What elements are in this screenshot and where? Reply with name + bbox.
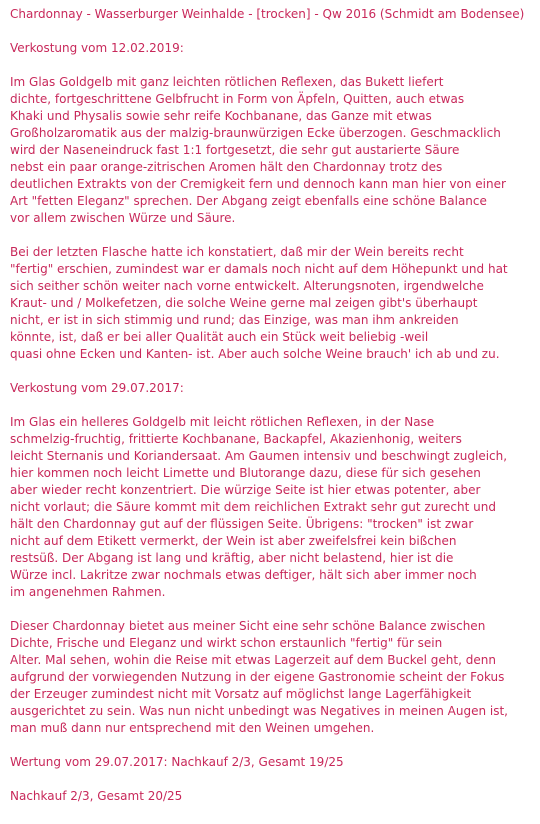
text-line: Alter. Mal sehen, wohin die Reise mit etwas Lagerzeit auf dem Buckel geht, denn: [10, 653, 496, 667]
tasting-paragraph: [10, 244, 532, 363]
text-line: nebst ein paar orange-zitrischen Aromen hält den Chardonnay trotz des: [10, 160, 443, 174]
text-line: hier kommen noch leicht Limette und Blutorange dazu, diese für sich gesehen: [10, 466, 481, 480]
text-line: nicht auf dem Etikett vermerkt, der Wein ist aber zweifelsfrei kein bißchen: [10, 534, 457, 548]
text-line: Großholzaromatik aus der malzig-braunwürzigen Ecke überzogen. Geschmacklich: [10, 126, 501, 140]
tasting-paragraph: [10, 74, 532, 227]
text-line: Bei der letzten Flasche hatte ich konstatiert, daß mir der Wein bereits recht: [10, 245, 464, 259]
text-line: Würze incl. Lakritze zwar nochmals etwas deftiger, hält sich aber immer noch: [10, 568, 477, 582]
text-line: Khaki und Physalis sowie sehr reife Kochbanane, das Ganze mit etwas: [10, 109, 432, 123]
text-line: "fertig" erschien, zumindest war er damals noch nicht auf dem Höhepunkt und hat: [10, 262, 508, 276]
text-line: quasi ohne Ecken und Kanten- ist. Aber auch solche Weine brauch' ich ab und zu.: [10, 347, 500, 361]
text-line: Kraut- und / Molkefetzen, die solche Weine gerne mal zeigen gibt's überhaupt: [10, 296, 478, 310]
text-line: hält den Chardonnay gut auf der flüssigen Seite. Übrigens: "trocken" ist zwar: [10, 517, 474, 531]
text-line: aufgrund der vorwiegenden Nutzung in der eigene Gastronomie scheint der Fokus: [10, 670, 505, 684]
text-line: aber wieder recht konzentriert. Die würzige Seite ist hier etwas potenter, aber: [10, 483, 481, 497]
text-line: der Erzeuger zumindest nicht mit Vorsatz auf möglichst lange Lagerfähigkeit: [10, 687, 472, 701]
text-line: leicht Sternanis und Koriandersaat. Am Gaumen intensiv und beschwingt zugleich,: [10, 449, 508, 463]
text-line: deutlichen Extrakts von der Cremigkeit fern und dennoch kann man hier von einer: [10, 177, 506, 191]
tasting-date-heading: Verkostung vom 12.02.2019:: [10, 41, 184, 55]
text-line: vor allem zwischen Würze und Säure.: [10, 211, 236, 225]
text-line: man muß dann nur entsprechend mit den Weinen umgehen.: [10, 721, 375, 735]
text-line: Art "fetten Eleganz" sprechen. Der Abgang zeigt ebenfalls eine schöne Balance: [10, 194, 487, 208]
text-line: sich seither schön weiter nach vorne entwickelt. Alterungsnoten, irgendwelche: [10, 279, 484, 293]
text-line: könnte, ist, daß er bei aller Qualität auch ein Stück weit beliebig -weil: [10, 330, 429, 344]
tasting-paragraph: [10, 414, 532, 601]
text-line: Im Glas ein helleres Goldgelb mit leicht rötlichen Reflexen, in der Nase: [10, 415, 435, 429]
text-line: restsüß. Der Abgang ist lang und kräftig, aber nicht belastend, hier ist die: [10, 551, 454, 565]
text-line: Im Glas Goldgelb mit ganz leichten rötlichen Reflexen, das Bukett liefert: [10, 75, 444, 89]
wine-title: Chardonnay - Wasserburger Weinhalde - [trocken] - Qw 2016 (Schmidt am Bodensee): [10, 7, 525, 21]
rating-2017: Wertung vom 29.07.2017: Nachkauf 2/3, Gesamt 19/25: [10, 755, 344, 769]
text-line: dichte, fortgeschrittene Gelbfrucht in Form von Äpfeln, Quitten, auch etwas: [10, 92, 465, 106]
text-line: im angenehmen Rahmen.: [10, 585, 166, 599]
tasting-paragraph: [10, 618, 532, 737]
tasting-date-heading: Verkostung vom 29.07.2017:: [10, 381, 184, 395]
text-line: ausgerichtet zu sein. Was nun nicht unbedingt was Negatives in meinen Augen ist,: [10, 704, 508, 718]
text-line: nicht, er ist in sich stimmig und rund; das Einzige, was man ihm ankreiden: [10, 313, 459, 327]
text-line: schmelzig-fruchtig, frittierte Kochbanane, Backapfel, Akazienhonig, weiters: [10, 432, 462, 446]
text-line: Dieser Chardonnay bietet aus meiner Sicht eine sehr schöne Balance zwischen: [10, 619, 486, 633]
tasting-section-2019: [10, 40, 532, 363]
tasting-section-2017: [10, 380, 532, 737]
text-line: nicht vorlaut; die Säure kommt mit dem reichlichen Extrakt sehr gut zurecht und: [10, 500, 496, 514]
text-line: wird der Naseneindruck fast 1:1 fortgesetzt, die sehr gut austarierte Säure: [10, 143, 460, 157]
text-line: Dichte, Frische und Eleganz und wirkt schon erstaunlich "fertig" für sein: [10, 636, 443, 650]
rating-overall: Nachkauf 2/3, Gesamt 20/25: [10, 789, 183, 803]
